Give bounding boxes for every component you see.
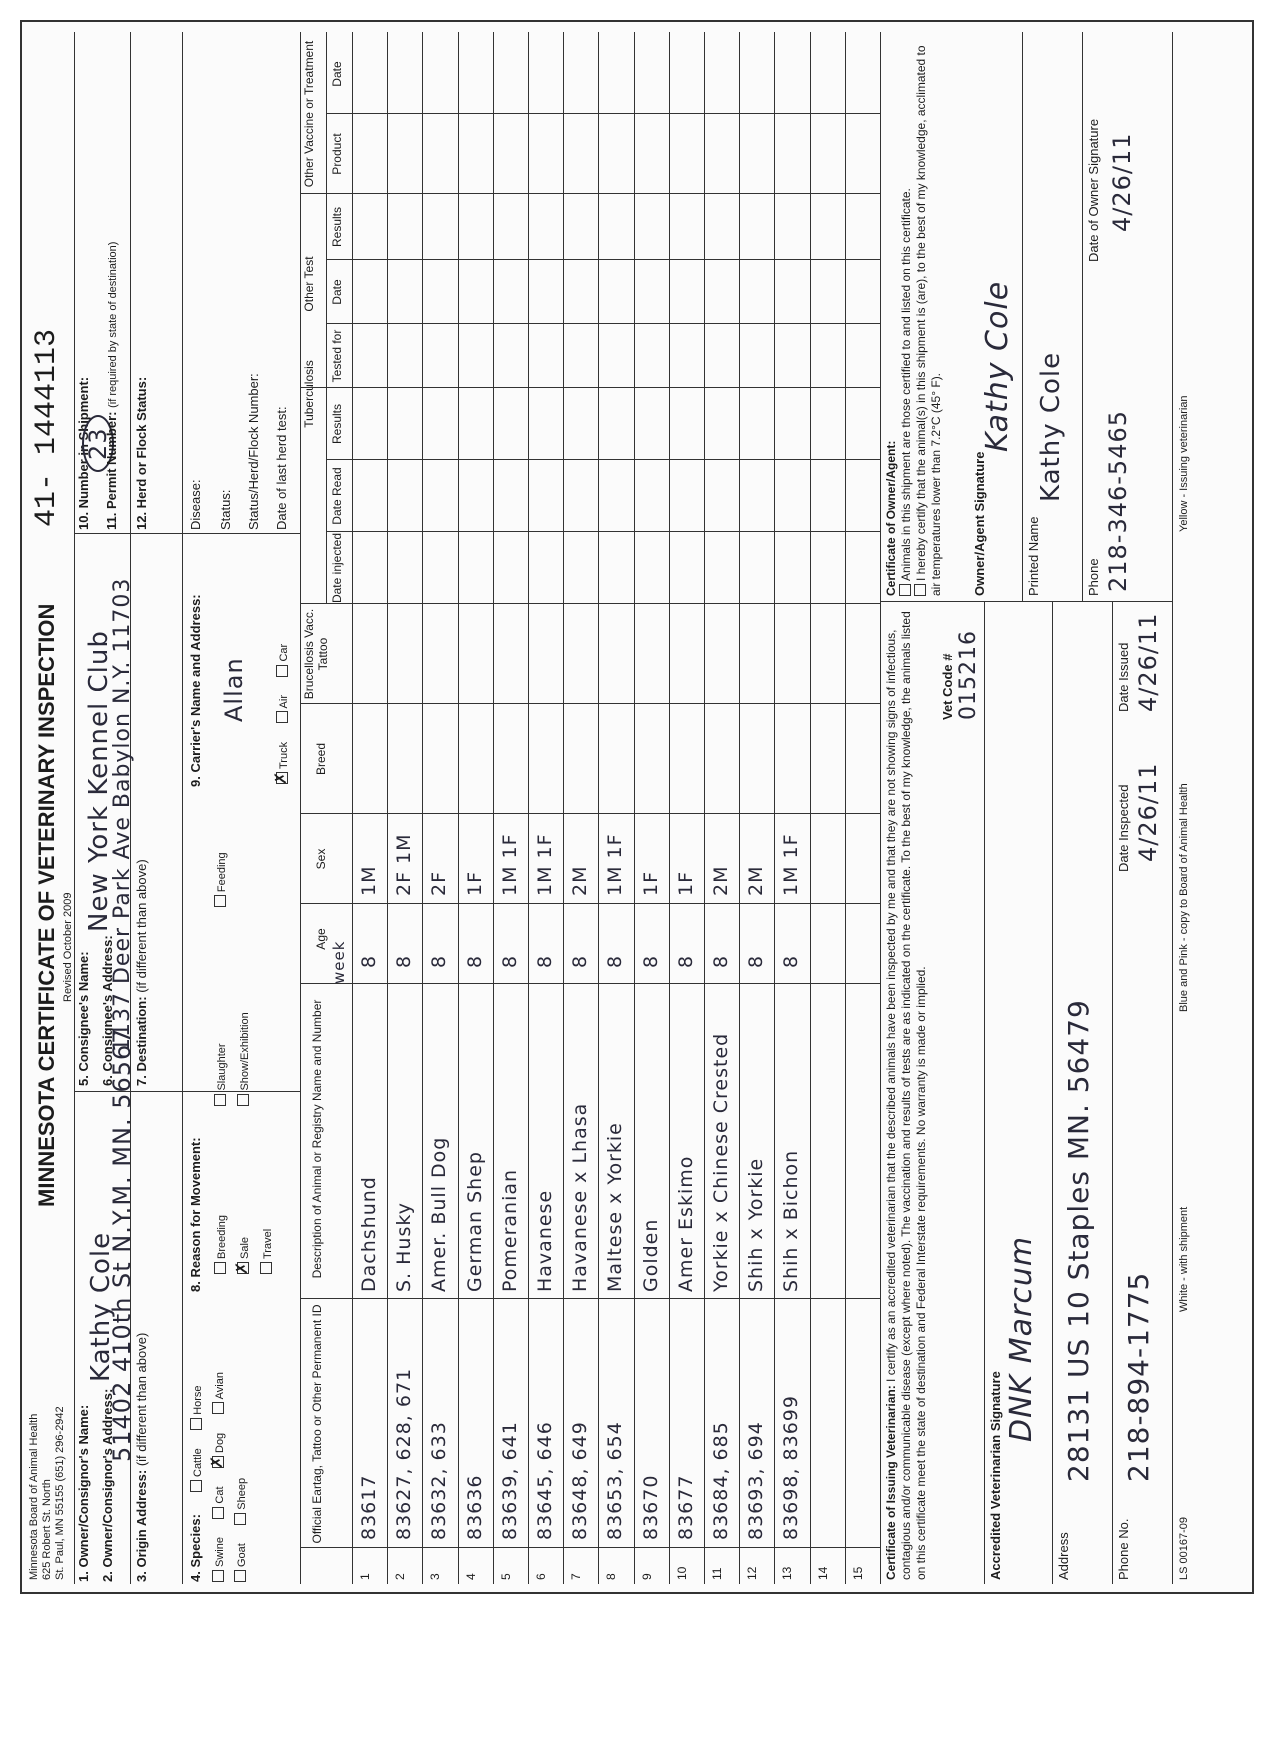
subheader: Results — [330, 207, 344, 248]
animal-description: Havanese x Lhasa — [569, 1102, 592, 1292]
animal-age: 8 — [393, 954, 416, 968]
animal-id: 83617 — [358, 1474, 380, 1540]
animal-age: 8 — [569, 954, 592, 968]
animal-id: 83670 — [639, 1474, 662, 1540]
row-number: 1 — [358, 1573, 372, 1580]
vet-phone: 218-894-1775 — [1122, 1271, 1155, 1482]
owner-address-label: 2. Owner/Consignor's Address: — [100, 1388, 115, 1582]
row-rule — [387, 32, 388, 1584]
vet-code-label: Vet Code # — [940, 653, 955, 720]
destination-label: 7. Destination: (if different than above) — [134, 859, 149, 1086]
status-label: Status: — [218, 489, 233, 530]
animal-description: German Shep — [463, 1151, 486, 1292]
animal-sex: 2M — [745, 865, 768, 896]
row-number: 4 — [463, 1573, 478, 1580]
owner-option-2[interactable]: I hereby certify that the animal(s) in this shipment is (are), to the best of my knowledge, acclimated to air temperatures lower than 7.2°C (45° F). — [914, 45, 943, 596]
footer-white: White - with shipment — [1178, 1206, 1190, 1312]
subheader: Product — [330, 133, 344, 175]
vet-signature-label: Accredited Veterinarian Signature — [988, 1371, 1003, 1580]
animal-sex: 1F — [463, 870, 486, 896]
reason-option[interactable]: Show/Exhibition — [234, 926, 256, 1106]
animal-description: Amer. Bull Dog — [428, 1136, 451, 1292]
animal-id: 83648, 649 — [569, 1421, 592, 1540]
rule — [880, 601, 1172, 602]
owner-date-label: Date of Owner Signature — [1086, 118, 1101, 262]
animal-id: 83684, 685 — [710, 1421, 732, 1540]
animal-sex: 2M — [569, 865, 592, 896]
animal-sex: 2F 1M — [393, 833, 416, 896]
animal-age: 8 — [639, 954, 662, 968]
animal-id: 83636 — [463, 1474, 486, 1540]
brucellosis-header: Brucellosis Vacc. Tattoo — [302, 608, 330, 700]
animal-sex: 2F — [428, 870, 451, 896]
other-test-header: Other Test — [302, 256, 316, 312]
animal-age: 8 — [745, 954, 768, 968]
animal-age: 8 — [534, 954, 556, 968]
number-value: 23 — [82, 415, 114, 472]
board-name: Minnesota Board of Animal Health — [28, 1413, 40, 1580]
species-option-dog[interactable]: ✗ Dog — [209, 1432, 226, 1469]
species-option[interactable]: Avian — [214, 1372, 226, 1414]
consignee-value: New York Kennel Club — [84, 630, 114, 932]
species-options-3 — [232, 1464, 250, 1582]
carrier-option[interactable]: Car — [278, 644, 290, 677]
animal-table — [300, 32, 880, 1584]
row-number: 12 — [745, 1566, 760, 1580]
rule — [880, 32, 881, 1584]
row-number: 6 — [534, 1573, 548, 1580]
rule — [1082, 32, 1083, 602]
row-number-header — [300, 1548, 352, 1584]
row-number: 14 — [815, 1566, 830, 1580]
row-number: 9 — [639, 1573, 654, 1580]
date-inspected-label: Date Inspected — [1116, 784, 1131, 872]
rule — [326, 32, 327, 604]
animal-id: 83677 — [674, 1474, 697, 1540]
row-rule — [598, 32, 599, 1584]
animal-sex: 2M — [710, 865, 732, 896]
row-number: 2 — [393, 1573, 408, 1580]
reason-option[interactable]: Feeding — [211, 757, 233, 907]
carrier-options — [274, 630, 292, 784]
date-inspected: 4/26/11 — [1134, 762, 1162, 862]
sex-header: Sex — [314, 848, 328, 870]
rule — [1052, 602, 1053, 1584]
rule — [74, 533, 300, 534]
animal-sex: 1M — [358, 865, 380, 896]
row-number: 5 — [498, 1573, 513, 1580]
rule — [984, 602, 985, 1584]
subheader: Results — [330, 404, 344, 445]
animal-age: 8 — [463, 954, 486, 968]
species-options-2 — [210, 1358, 228, 1582]
carrier-option-truck[interactable]: ✗ Truck — [273, 741, 290, 785]
subheader: Tested for — [330, 329, 344, 383]
species-option[interactable]: Goat — [236, 1543, 248, 1582]
animal-id: 83698, 83699 — [780, 1395, 803, 1540]
owner-signature-label: Owner/Agent Signature — [972, 451, 987, 596]
tuberculosis-header: Tuberculosis — [302, 360, 316, 428]
printed-name: Kathy Cole — [1036, 351, 1066, 502]
certificate-sheet — [20, 20, 1254, 1594]
animal-id: 83632, 633 — [428, 1421, 451, 1540]
last-test-label: Date of last herd test: — [274, 406, 289, 530]
animal-sex: 1F — [639, 870, 662, 896]
species-option[interactable]: Cat — [214, 1486, 226, 1518]
row-rule — [669, 32, 670, 1584]
owner-value: Kathy Cole — [86, 1231, 116, 1382]
species-label: 4. Species: — [188, 1514, 203, 1582]
carrier-value: Allan — [220, 657, 248, 722]
row-number: 15 — [850, 1566, 865, 1580]
animal-id: 83645, 646 — [534, 1421, 556, 1540]
reason-label: 8. Reason for Movement: — [188, 1137, 203, 1292]
animal-description: Havanese — [534, 1189, 556, 1292]
owner-option-1[interactable]: Animals in this shipment are those certified to and listed on this certificate. — [899, 36, 914, 596]
age-header: Age — [314, 928, 328, 950]
origin-label: 3. Origin Address: (if different than above) — [134, 1332, 149, 1582]
row-rule — [774, 32, 775, 1584]
board-city: St. Paul, MN 55155 (651) 296-2942 — [54, 1406, 66, 1580]
vet-address-label: Address — [1056, 1532, 1071, 1580]
consignee-address-value: 1137 Deer Park Ave Babylon N.Y. 11703 — [110, 577, 135, 1052]
animal-description: S. Husky — [393, 1202, 416, 1292]
number-label: 10. Number in Shipment: — [76, 376, 91, 530]
animal-id: 83639, 641 — [498, 1421, 521, 1540]
reason-option[interactable]: Slaughter — [211, 926, 233, 1106]
owner-signature: Kathy Cole — [980, 280, 1015, 452]
form-title: MINNESOTA CERTIFICATE OF VETERINARY INSPECTION — [34, 603, 59, 1207]
serial-number: 41- 1444113 — [30, 328, 64, 527]
row-rule — [458, 32, 459, 1584]
rule — [74, 32, 75, 1584]
board-street: 625 Robert St. North — [41, 1479, 53, 1580]
vaccine-header: Other Vaccine or Treatment — [302, 40, 316, 188]
animal-id: 83627, 628, 671 — [393, 1367, 416, 1540]
rotated-form — [22, 22, 1252, 1592]
consignee-label: 5. Consignee's Name: — [76, 951, 91, 1086]
row-number: 10 — [674, 1566, 689, 1580]
owner-label: 1. Owner/Consignor's Name: — [76, 1404, 91, 1582]
consignee-address-label: 6. Consignee's Address: — [100, 935, 115, 1086]
reason-option[interactable]: Breeding — [211, 1124, 233, 1274]
vet-signature: DNK Marcum — [1004, 1235, 1039, 1442]
status-number-label: Status/Herd/Flock Number: — [246, 373, 261, 530]
animal-description: Yorkie x Chinese Crested — [710, 1032, 732, 1292]
animal-age: 8 — [358, 954, 380, 968]
animal-description: Shih x Yorkie — [745, 1157, 768, 1292]
subheader: Date Read — [330, 467, 344, 525]
vet-phone-label: Phone No. — [1116, 1518, 1131, 1580]
owner-address-value: 51402 410th St N.Y.M. MN. 56567 — [108, 1027, 136, 1462]
animal-age: 8 — [498, 954, 521, 968]
footer-blue: Blue and Pink - copy to Board of Animal Health — [1178, 783, 1190, 1012]
row-rule — [634, 32, 635, 1584]
form-revised: Revised October 2009 — [62, 892, 74, 1002]
row-rule — [739, 32, 740, 1584]
animal-sex: 1M 1F — [604, 833, 627, 896]
animal-age: 8 — [710, 954, 732, 968]
species-option[interactable]: Cattle — [192, 1448, 204, 1492]
footer-yellow: Yellow - Issuing veterinarian — [1178, 395, 1190, 532]
animal-age: 8 — [674, 954, 697, 968]
printed-name-label: Printed Name — [1026, 516, 1041, 596]
vet-code-value: 015216 — [956, 630, 981, 720]
permit-label: 11. Permit Number: (if required by state of destination) — [104, 241, 119, 530]
form-code: LS 00167-09 — [1178, 1517, 1190, 1580]
animal-age: 8 — [428, 954, 451, 968]
owner-date: 4/26/11 — [1108, 132, 1136, 232]
row-number: 8 — [604, 1573, 619, 1580]
breed-header: Breed — [314, 742, 328, 776]
reason-option[interactable]: Travel — [257, 1124, 279, 1274]
animal-id: 83693, 694 — [745, 1421, 768, 1540]
rule — [1172, 32, 1173, 1584]
row-rule — [493, 32, 494, 1584]
reason-option-sale[interactable]: ✗ Sale — [234, 1236, 251, 1275]
animal-description: Shih x Bichon — [780, 1149, 803, 1292]
disease-label: Disease: — [188, 479, 203, 530]
vet-certificate: Certificate of Issuing Veterinarian: I certify as an accredited veterinarian that the described animals have been inspected by me and that they are not showing signs of infectious, contagious and/or communicable disease (except where noted). The vaccination and results of tests are as indicated on the certificate. To the best of my knowledge, the animals listed on this certificate meet the state of destination and Federal Interstate requirements. No warranty is made or implied. — [884, 611, 928, 1580]
animal-id: 83653, 654 — [604, 1421, 627, 1540]
subheader: Date injected — [330, 532, 344, 604]
table-body — [352, 32, 880, 1584]
row-rule — [528, 32, 529, 1584]
animal-description: Maltese x Yorkie — [604, 1122, 627, 1292]
reason-options — [210, 714, 279, 1274]
date-issued-label: Date Issued — [1116, 642, 1131, 712]
animal-description: Amer Eskimo — [674, 1155, 697, 1292]
rule — [182, 32, 183, 1584]
description-header: Description of Animal or Registry Name and Number — [310, 999, 324, 1279]
species-options — [188, 1342, 206, 1492]
row-rule — [563, 32, 564, 1584]
carrier-label: 9. Carrier's Name and Address: — [188, 594, 203, 787]
id-header: Official Eartag, Tattoo or Other Permanent ID — [310, 1304, 324, 1544]
age-note: week — [330, 940, 348, 984]
species-option[interactable]: Swine — [214, 1537, 226, 1582]
animal-description: Pomeranian — [498, 1168, 521, 1292]
subheader: Date — [330, 279, 344, 305]
owner-phone: 218-346-5465 — [1104, 409, 1132, 592]
animal-sex: 1F — [674, 870, 697, 896]
subheader: Date — [330, 61, 344, 87]
animal-description: Golden — [639, 1218, 662, 1292]
row-number: 13 — [780, 1566, 795, 1580]
rule — [1022, 32, 1023, 602]
animal-description: Dachshund — [358, 1176, 380, 1292]
row-number: 3 — [428, 1573, 443, 1580]
animal-sex: 1M 1F — [498, 833, 521, 896]
species-option[interactable]: Sheep — [236, 1478, 248, 1525]
vet-address: 28131 US 10 Staples MN. 56479 — [1062, 999, 1095, 1482]
animal-sex: 1M 1F — [780, 833, 803, 896]
rule — [1112, 602, 1113, 1584]
row-number: 7 — [569, 1573, 584, 1580]
herd-status-label: 12. Herd or Flock Status: — [134, 376, 149, 530]
owner-phone-label: Phone — [1086, 558, 1101, 596]
row-rule — [810, 32, 811, 1584]
carrier-option[interactable]: Air — [278, 695, 290, 723]
row-rule — [845, 32, 846, 1584]
date-issued: 4/26/11 — [1134, 612, 1162, 712]
board-info — [28, 1406, 67, 1580]
species-option[interactable]: Horse — [192, 1385, 204, 1429]
animal-age: 8 — [604, 954, 627, 968]
row-rule — [422, 32, 423, 1584]
row-number: 11 — [710, 1567, 724, 1580]
animal-age: 8 — [780, 954, 803, 968]
owner-certificate: Certificate of Owner/Agent: Animals in this shipment are those certified to and listed on this certificate. I hereby certify that the animal(s) in this shipment is (are), to the best of my knowledge, acclimated to air temperatures lower than 7.2°C (45° F). — [884, 36, 944, 596]
row-rule — [704, 32, 705, 1584]
animal-sex: 1M 1F — [534, 833, 556, 896]
